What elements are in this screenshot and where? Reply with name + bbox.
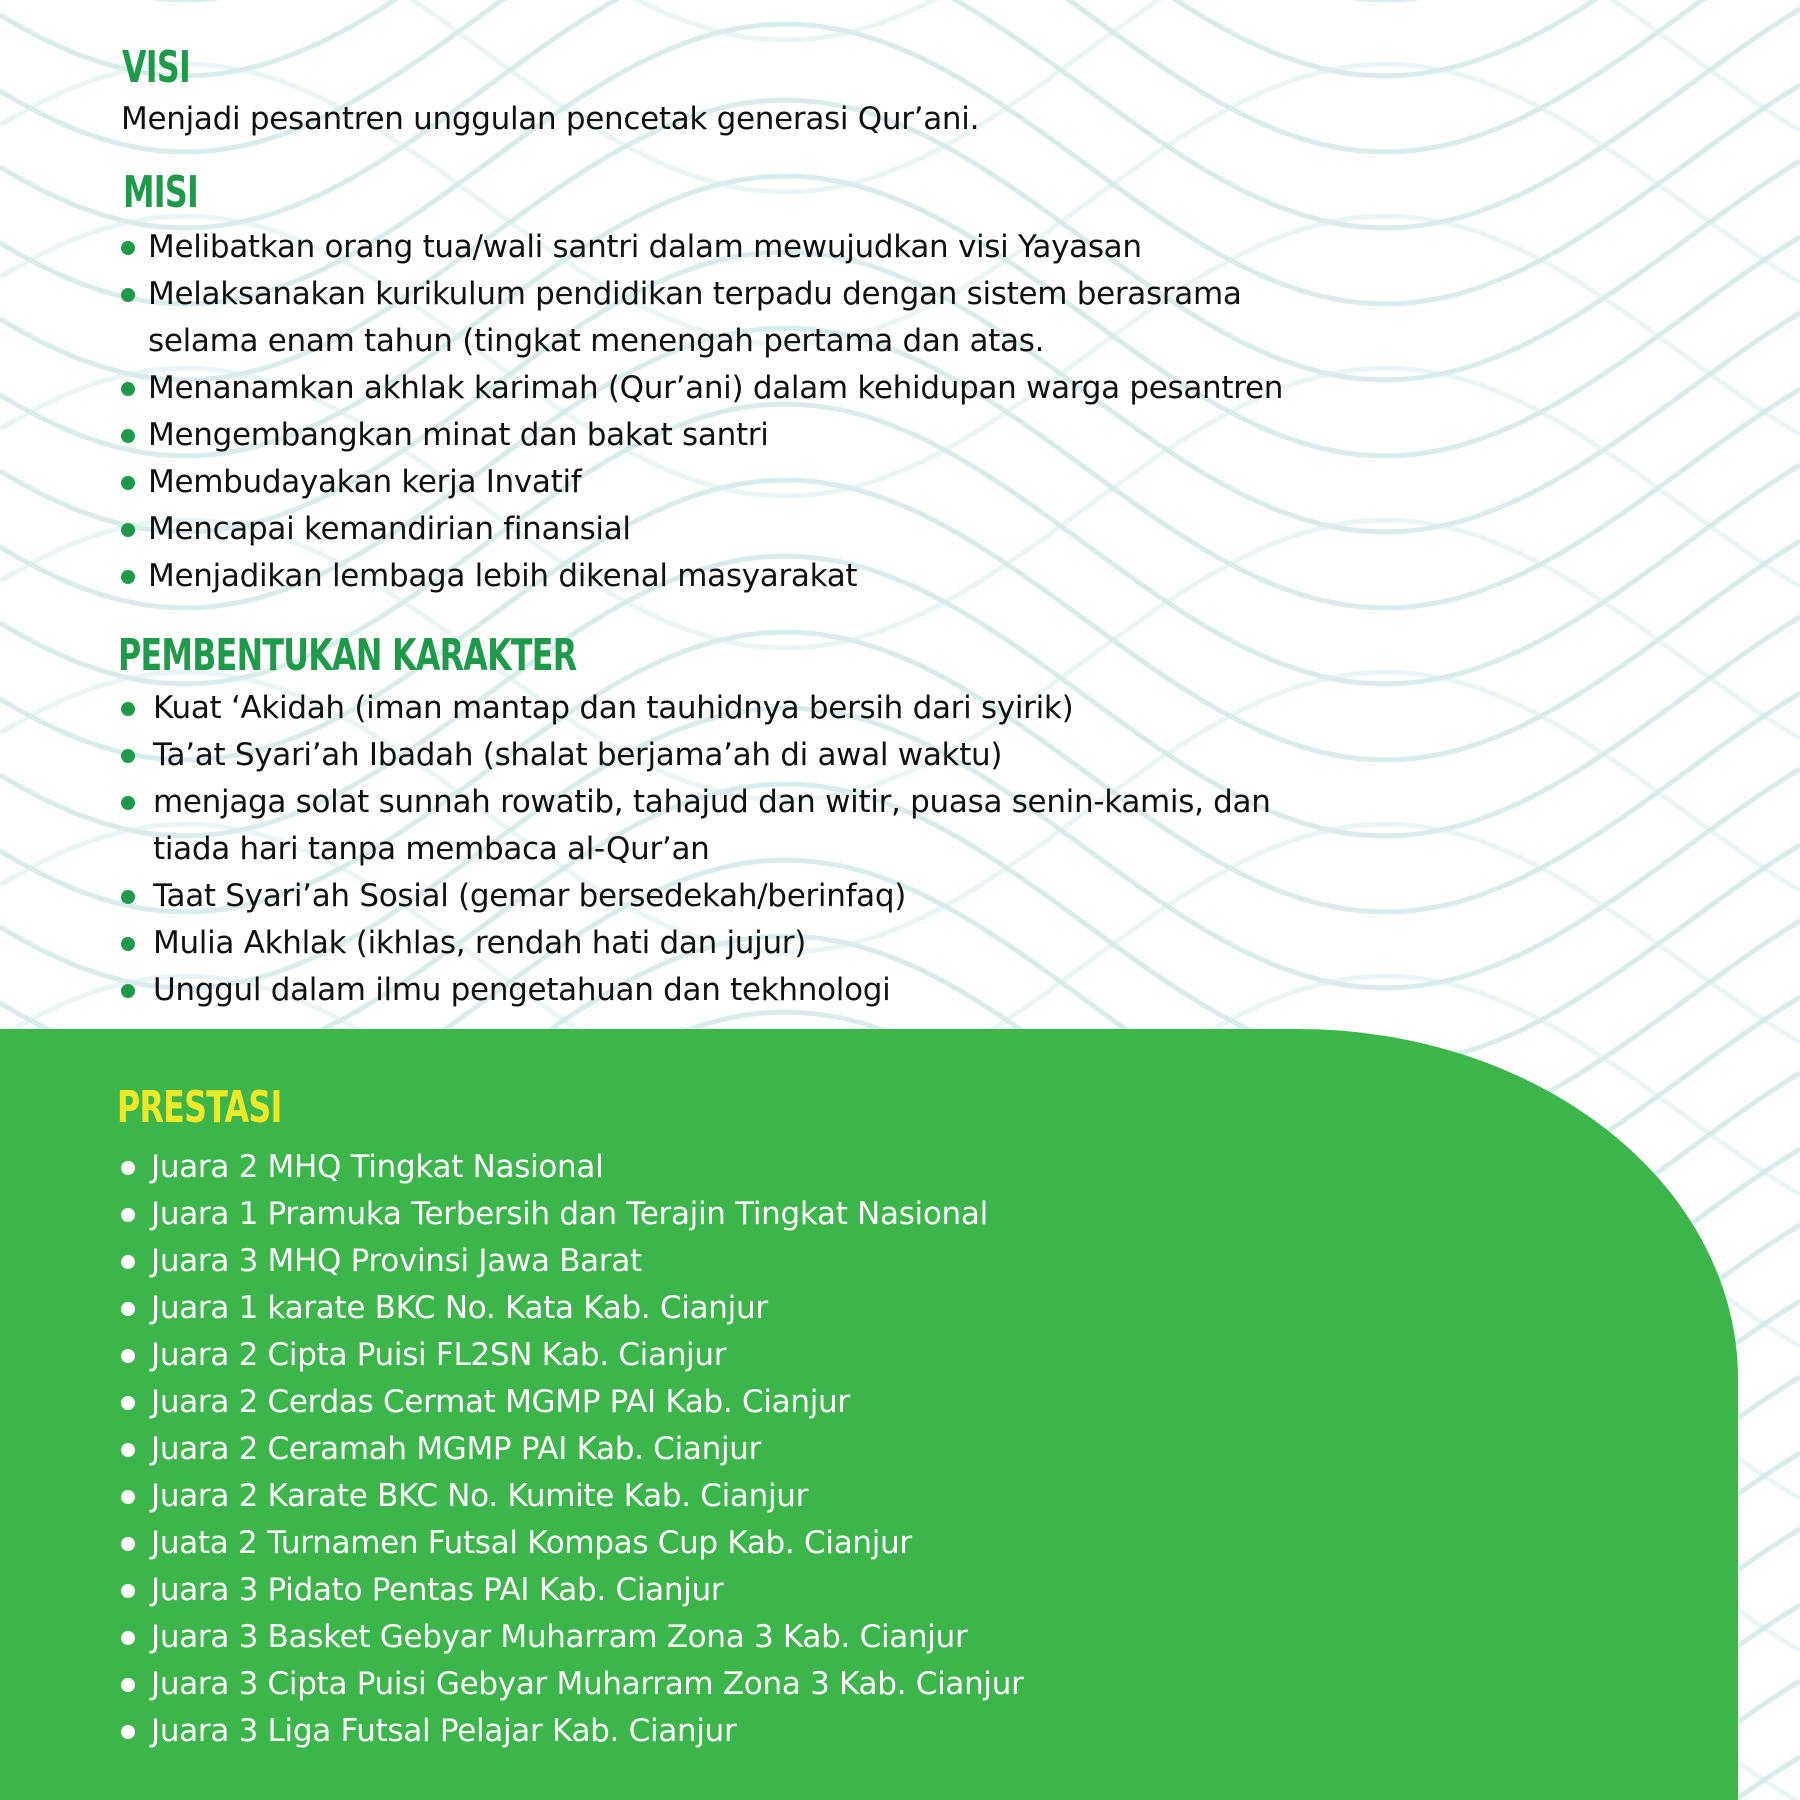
list-item-text-continued: tiada hari tanpa membaca al-Qur’an (153, 831, 710, 867)
list-item-text: Juara 3 Basket Gebyar Muharram Zona 3 Kab. Cianjur (151, 1619, 968, 1655)
bullet-icon (121, 1208, 135, 1222)
misi-item (121, 271, 1283, 365)
list-item-text: Membudayakan kerja Invatif (148, 464, 582, 500)
bullet-icon (121, 1443, 135, 1457)
prestasi-list (121, 1144, 1024, 1755)
bullet-icon (121, 1584, 135, 1598)
list-item-text: Ta’at Syari’ah Ibadah (shalat berjama’ah di awal waktu) (153, 737, 1003, 773)
list-item-text: Juara 1 karate BKC No. Kata Kab. Cianjur (151, 1290, 768, 1326)
bullet-icon (121, 984, 135, 998)
karakter-item (121, 920, 1271, 967)
list-item-text: Juara 2 Cerdas Cermat MGMP PAI Kab. Cianjur (151, 1384, 850, 1420)
bullet-icon (121, 382, 135, 396)
bullet-icon (121, 702, 135, 716)
prestasi-item (121, 1708, 1024, 1755)
misi-heading: MISI (123, 167, 199, 218)
list-item-text: Taat Syari’ah Sosial (gemar bersedekah/berinfaq) (153, 878, 907, 914)
prestasi-item (121, 1379, 1024, 1426)
prestasi-item (121, 1144, 1024, 1191)
bullet-icon (121, 1537, 135, 1551)
list-item-text: Juata 2 Turnamen Futsal Kompas Cup Kab. Cianjur (151, 1525, 912, 1561)
misi-item (121, 412, 1283, 459)
karakter-item (121, 873, 1271, 920)
list-item-text: Mulia Akhlak (ikhlas, rendah hati dan jujur) (153, 925, 807, 961)
misi-item (121, 459, 1283, 506)
bullet-icon (121, 1255, 135, 1269)
prestasi-item (121, 1567, 1024, 1614)
misi-item (121, 553, 1283, 600)
karakter-item (121, 967, 1271, 1014)
bullet-icon (121, 476, 135, 490)
prestasi-item (121, 1191, 1024, 1238)
list-item-text: Mencapai kemandirian finansial (148, 511, 631, 547)
bullet-icon (121, 1161, 135, 1175)
list-item-text: Juara 2 Cipta Puisi FL2SN Kab. Cianjur (151, 1337, 727, 1373)
prestasi-item (121, 1285, 1024, 1332)
bullet-icon (121, 1631, 135, 1645)
bullet-icon (121, 288, 135, 302)
visi-heading: VISI (122, 42, 191, 93)
misi-item (121, 365, 1283, 412)
list-item-text: Unggul dalam ilmu pengetahuan dan tekhnologi (153, 972, 891, 1008)
bullet-icon (121, 890, 135, 904)
list-item-text: Melaksanakan kurikulum pendidikan terpadu dengan sistem berasrama (148, 276, 1242, 312)
prestasi-item (121, 1426, 1024, 1473)
prestasi-item (121, 1473, 1024, 1520)
bullet-icon (121, 1725, 135, 1739)
bullet-icon (121, 570, 135, 584)
bullet-icon (121, 1396, 135, 1410)
list-item-text-continued: selama enam tahun (tingkat menengah pertama dan atas. (148, 323, 1045, 359)
prestasi-item (121, 1332, 1024, 1379)
list-item-text: Mengembangkan minat dan bakat santri (148, 417, 769, 453)
list-item-text: Juara 1 Pramuka Terbersih dan Terajin Tingkat Nasional (151, 1196, 988, 1232)
bullet-icon (121, 796, 135, 810)
karakter-item (121, 685, 1271, 732)
list-item-text: Juara 2 Ceramah MGMP PAI Kab. Cianjur (151, 1431, 762, 1467)
list-item-text: Juara 2 MHQ Tingkat Nasional (151, 1149, 604, 1185)
prestasi-item (121, 1614, 1024, 1661)
misi-list (121, 224, 1283, 600)
bullet-icon (121, 1678, 135, 1692)
list-item-text: Menanamkan akhlak karimah (Qur’ani) dalam kehidupan warga pesantren (148, 370, 1284, 406)
visi-text: Menjadi pesantren unggulan pencetak generasi Qur’ani. (121, 101, 980, 137)
prestasi-item (121, 1238, 1024, 1285)
karakter-heading: PEMBENTUKAN KARAKTER (118, 630, 577, 681)
karakter-item (121, 779, 1271, 873)
bullet-icon (121, 429, 135, 443)
list-item-text: Juara 2 Karate BKC No. Kumite Kab. Cianjur (151, 1478, 809, 1514)
list-item-text: Kuat ‘Akidah (iman mantap dan tauhidnya bersih dari syirik) (153, 690, 1074, 726)
list-item-text: Juara 3 MHQ Provinsi Jawa Barat (151, 1243, 642, 1279)
bullet-icon (121, 749, 135, 763)
karakter-item (121, 732, 1271, 779)
list-item-text: Juara 3 Pidato Pentas PAI Kab. Cianjur (151, 1572, 724, 1608)
karakter-list (121, 685, 1271, 1014)
prestasi-heading: PRESTASI (117, 1082, 282, 1133)
bullet-icon (121, 937, 135, 951)
bullet-icon (121, 241, 135, 255)
misi-item (121, 224, 1283, 271)
bullet-icon (121, 1349, 135, 1363)
list-item-text: Melibatkan orang tua/wali santri dalam mewujudkan visi Yayasan (148, 229, 1142, 265)
prestasi-item (121, 1520, 1024, 1567)
bullet-icon (121, 1490, 135, 1504)
list-item-text: Menjadikan lembaga lebih dikenal masyarakat (148, 558, 858, 594)
list-item-text: Juara 3 Cipta Puisi Gebyar Muharram Zona 3 Kab. Cianjur (151, 1666, 1024, 1702)
list-item-text: Juara 3 Liga Futsal Pelajar Kab. Cianjur (151, 1713, 737, 1749)
bullet-icon (121, 1302, 135, 1316)
bullet-icon (121, 523, 135, 537)
prestasi-item (121, 1661, 1024, 1708)
list-item-text: menjaga solat sunnah rowatib, tahajud dan witir, puasa senin-kamis, dan (153, 784, 1271, 820)
misi-item (121, 506, 1283, 553)
